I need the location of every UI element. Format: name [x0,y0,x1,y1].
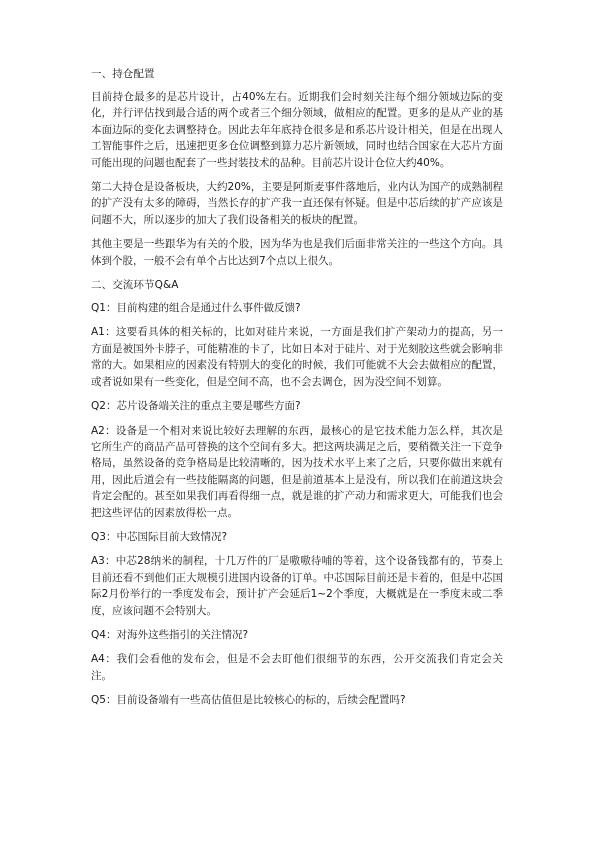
answer-2: A2：设备是一个相对来说比较好去理解的东西，最核心的是它技术能力怎么样，其次是它所生产的商品产品可替换的这个空间有多大。把这两块满足之后，要稍微关注一下竞争格局，虽然设备的竞争格局是比较清晰的，因为技术水平上来了之后，只要你做出来就有用，因此后道会有一些技能隔离的问题，但是前道基本上是没有，所以我们在前道这块会肯定会配的。甚至如果我们再看得细一点，就是谁的扩产动力和需求更大，可能我们也会把这些评估的因素放得松一点。 [91,424,503,519]
holdings-paragraph-1: 目前持仓最多的是芯片设计，占40%左右。近期我们会时刻关注每个细分领域边际的变化，并行评估找到最合适的两个或者三个细分领域，做相应的配置。更多的是从产业的基本面边际的变化去调整持仓。因此去年年底持仓很多是和系芯片设计相关，但是在出现人工智能事件之后，迅速把更多仓位调整到算力芯片新领域，同时也结合国家在大芯片方面可能出现的问题也配套了一些封装技术的品种。目前芯片设计仓位大约40%。 [91,91,503,169]
answer-1: A1：这要看具体的相关标的，比如对硅片来说，一方面是我们扩产架动力的提高，另一方面是被国外卡脖子，可能精准的卡了，比如日本对于硅片、对于光刻胶这些就会影响非常的大。如果相应的因素没有特别大的变化的时候，我们可能就不大会去做相应的配置，或者说如果有一些变化，但是空间不高，也不会去调仓，因为没空间不划算。 [91,326,503,388]
holdings-paragraph-2: 第二大持仓是设备板块，大约20%，主要是阿斯麦事件落地后，业内认为国产的成熟制程的扩产没有太多的障碍，当然长存的扩产我一直还保有怀疑。但是中芯后续的扩产应该是问题不大，所以逐步的加大了我们设备相关的板块的配置。 [91,181,503,226]
section-heading-holdings: 一、持仓配置 [91,68,155,80]
section-heading-qa: 二、交流环节Q&A [91,279,179,292]
answer-3: A3：中芯28纳米的制程，十几万件的厂是嗷嗷待哺的等着，这个设备钱都有的，节奏上目前还看不到他们正大规模引进国内设备的订单。中芯国际目前还是卡着的，但是中芯国际2月份举行的一季度发布会，预计扩产会延后1~2个季度，大概就是在一季度末或二季度，应该问题不会特别大。 [91,555,503,617]
question-5: Q5：目前设备端有一些高估值但是比较核心的标的，后续会配置吗? [91,694,406,707]
question-4: Q4：对海外这些指引的关注情况? [91,628,249,641]
question-2: Q2：芯片设备端关注的重点主要是哪些方面? [91,400,301,413]
holdings-paragraph-3: 其他主要是一些跟华为有关的个股，因为华为也是我们后面非常关注的一些这个方向。具体到个股，一般不会有单个占比达到7个点以上很久。 [91,238,503,267]
question-3: Q3：中芯国际目前大致情况? [91,530,228,543]
question-1: Q1：目前构建的组合是通过什么事件做反馈? [91,302,301,315]
answer-4: A4：我们会看他的发布会，但是不会去盯他们很细节的东西，公开交流我们肯定会关注。 [91,653,503,682]
